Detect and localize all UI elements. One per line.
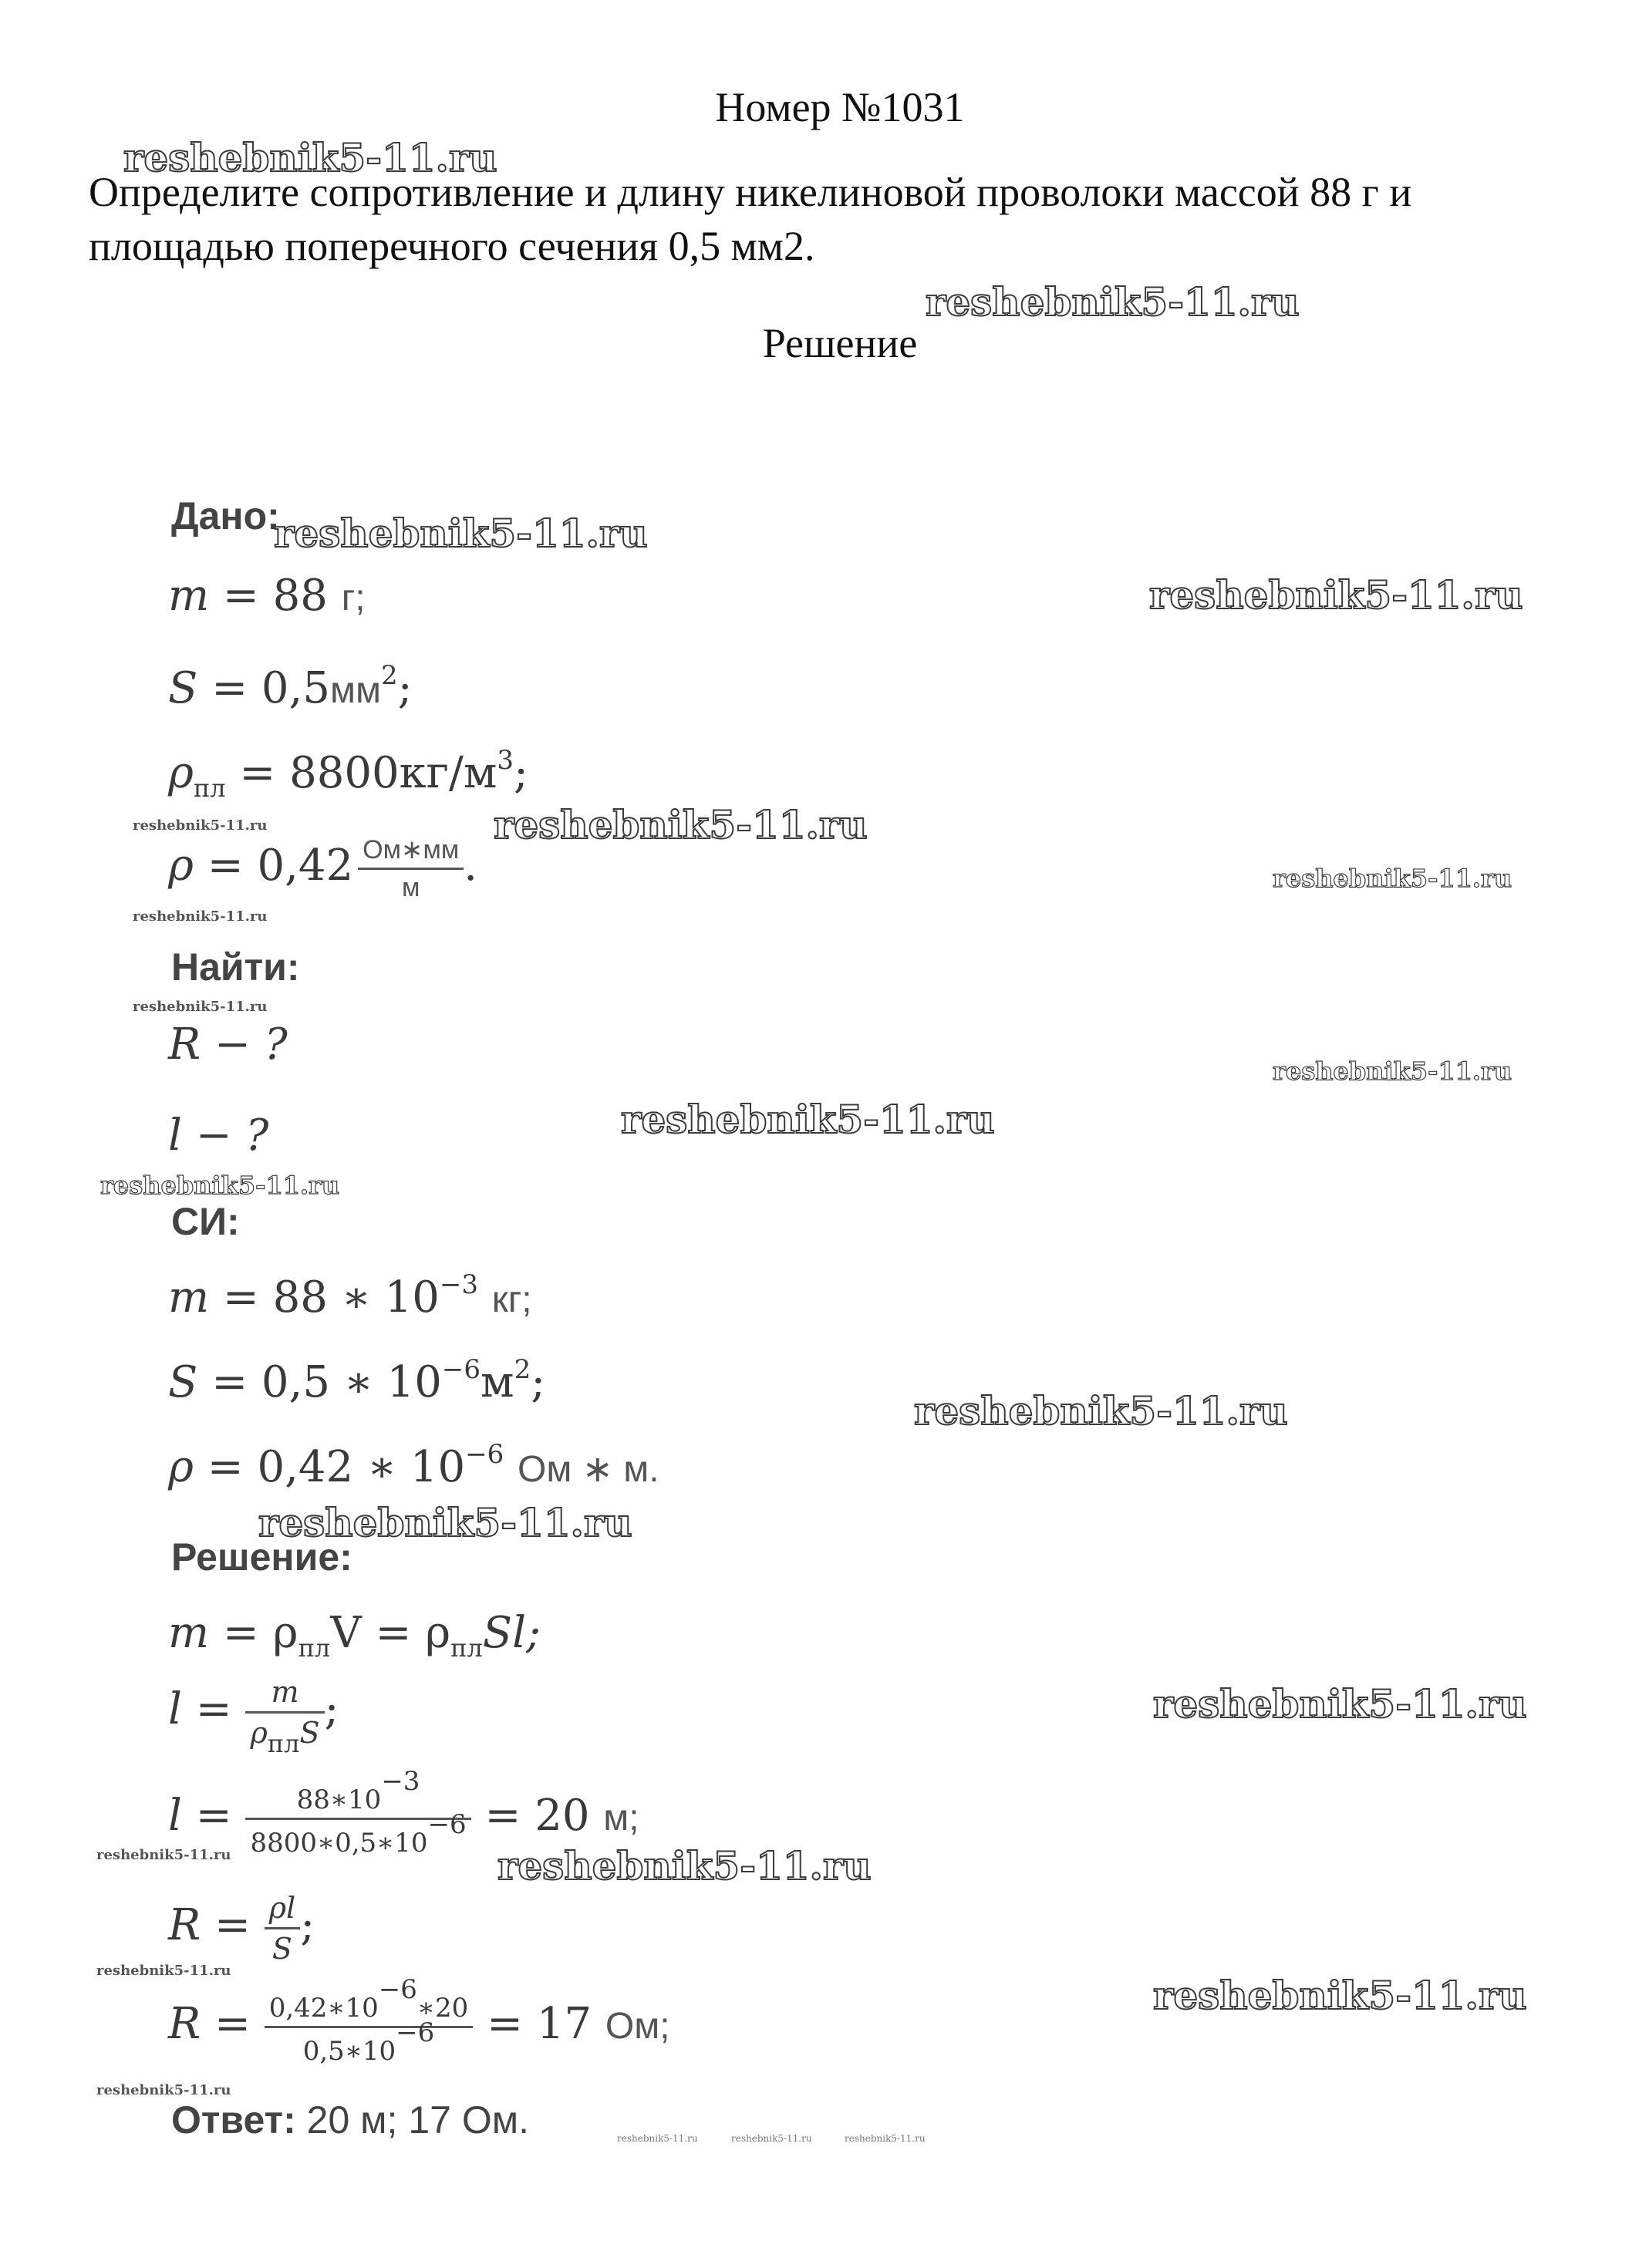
given-area: $S = 0,5мм^2$; bbox=[168, 660, 413, 713]
watermark: reshebnik5-11.ru bbox=[845, 2133, 926, 2144]
si-label: СИ: bbox=[171, 1200, 240, 1243]
watermark: reshebnik5-11.ru bbox=[133, 908, 268, 925]
watermark: reshebnik5-11.ru bbox=[133, 817, 268, 834]
watermark: reshebnik5-11.ru bbox=[1273, 1056, 1512, 1086]
find-resistance: R − ? bbox=[168, 1019, 288, 1070]
watermark: reshebnik5-11.ru bbox=[926, 279, 1300, 325]
problem-statement: Определите сопротивление и длину никелиновой проволоки массой 88 г и площадью поперечного сечения 0,5 мм2. bbox=[89, 169, 1412, 269]
solution-eq-length: l = $\frac{m}{\rho_{пл}S}$ ; bbox=[168, 1675, 339, 1758]
solution-calc-resistance: R = $\frac{0,42∗10^{-6}∗20}{0,5∗10^{-6}}$ = 17 Ом; bbox=[168, 1974, 670, 2067]
watermark: reshebnik5-11.ru bbox=[133, 999, 268, 1015]
watermark: reshebnik5-11.ru bbox=[731, 2133, 812, 2144]
solution-label: Решение: bbox=[171, 1535, 352, 1579]
watermark: reshebnik5-11.ru bbox=[258, 1500, 632, 1545]
watermark: reshebnik5-11.ru bbox=[1153, 1681, 1527, 1727]
watermark: reshebnik5-11.ru bbox=[1153, 1973, 1527, 2018]
solution-eq-resistance: R = $\frac{\rho l}{S}$ ; bbox=[168, 1891, 315, 1966]
solution-heading: Решение bbox=[762, 320, 918, 366]
watermark: reshebnik5-11.ru bbox=[274, 511, 648, 556]
watermark: reshebnik5-11.ru bbox=[617, 2133, 698, 2144]
watermark: reshebnik5-11.ru bbox=[621, 1097, 995, 1142]
given-mass: m = 88 г; bbox=[168, 571, 366, 621]
watermark: reshebnik5-11.ru bbox=[96, 1847, 231, 1863]
answer-line: Ответ: 20 м; 17 Ом. bbox=[171, 2098, 529, 2142]
watermark: reshebnik5-11.ru bbox=[914, 1388, 1288, 1434]
si-mass: m = 88 ∗ $10^{-3}$ кг; bbox=[168, 1269, 532, 1323]
watermark: reshebnik5-11.ru bbox=[494, 802, 868, 848]
si-area: S = 0,5 ∗ $10^{-6}м^2$; bbox=[168, 1354, 546, 1407]
si-resistivity: ρ = 0,42 ∗ $10^{-6}$ Ом ∗ м. bbox=[168, 1439, 659, 1492]
watermark: reshebnik5-11.ru bbox=[497, 1843, 872, 1889]
watermark: reshebnik5-11.ru bbox=[96, 1963, 231, 1979]
watermark: reshebnik5-11.ru bbox=[123, 135, 497, 180]
find-length: l − ? bbox=[168, 1110, 269, 1161]
solution-eq-mass: $m = \rho_{пл}V = \rho_{пл}Sl$; bbox=[168, 1608, 541, 1663]
watermark: reshebnik5-11.ru bbox=[100, 1171, 340, 1200]
solution-calc-length: l = $\frac{88∗10^{-3}}{8800∗0,5∗10^{-6}}$ = 20 м; bbox=[168, 1766, 639, 1859]
find-label: Найти: bbox=[171, 945, 300, 989]
watermark: reshebnik5-11.ru bbox=[96, 2082, 231, 2098]
given-density: $\rho_{пл} = 8800кг/м^3$; bbox=[168, 745, 528, 803]
given-resistivity: ρ = 0,42 $\frac{Ом∗мм}{м}$ . bbox=[168, 835, 478, 902]
given-label: Дано: bbox=[171, 494, 280, 538]
page-title: Номер №1031 bbox=[715, 84, 965, 130]
watermark: reshebnik5-11.ru bbox=[1273, 864, 1512, 893]
watermark: reshebnik5-11.ru bbox=[1149, 572, 1523, 618]
